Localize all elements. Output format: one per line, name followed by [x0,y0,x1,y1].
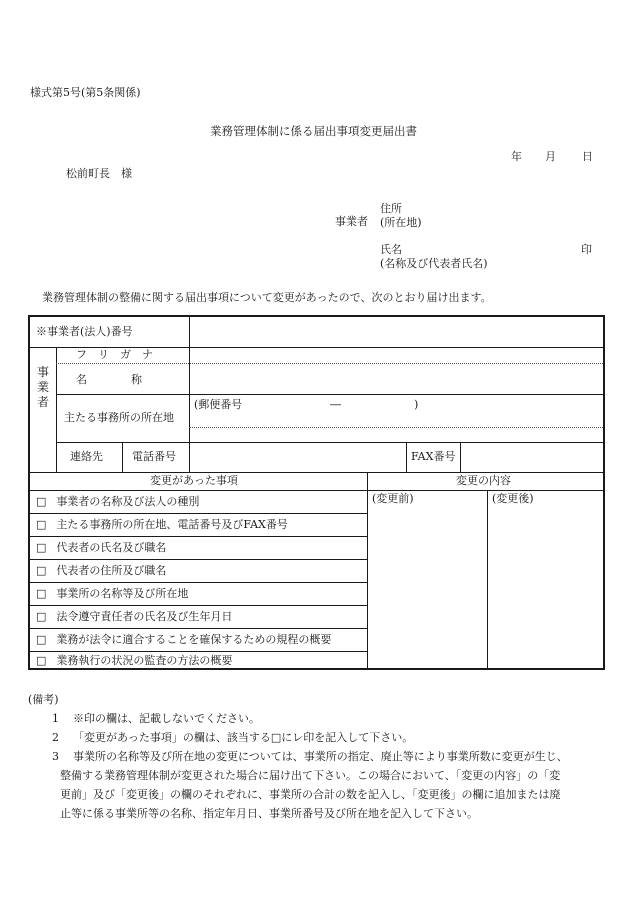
changed-items-header: 変更があった事項 [150,474,238,487]
change-item-4[interactable]: □ 代表者の住所及び職名 [36,564,167,577]
address-sub-label: (所在地) [380,216,422,229]
postal-code-label: (郵便番号 [194,398,243,411]
change-item-5[interactable]: □ 事業所の名称等及び所在地 [36,587,189,600]
postal-close: ) [414,398,419,411]
change-item-7[interactable]: □ 業務が法令に適合することを確保するための規程の概要 [36,633,332,646]
intro-text: 業務管理体制の整備に関する届出事項について変更があったので、次のとおり届け出ます。 [42,291,492,304]
date-day-label: 日 [582,150,593,163]
note-item-3-line-4: 止等に係る事業所等の名称、指定年月日、事業所番号及び所在地を記入して下さい。 [60,807,478,820]
document-title: 業務管理体制に係る届出事項変更届出書 [210,124,417,138]
company-name-label: 名 称 [76,373,142,386]
change-item-6[interactable]: □ 法令遵守責任者の氏名及び生年月日 [36,610,233,623]
furigana-label: フ リ ガ ナ [76,348,153,361]
fax-label: FAX番号 [411,450,456,463]
applicant-label: 事業者 [335,215,368,228]
recipient-label: 松前町長 様 [66,167,132,180]
note-item-1: 1 ※印の欄は、記載しないでください。 [52,712,260,725]
contact-label: 連絡先 [70,450,103,463]
address-label: 住所 [380,202,402,215]
checkbox-icon[interactable]: □ [36,518,47,531]
main-office-label: 主たる事務所の所在地 [64,411,174,424]
form-table [28,315,605,670]
note-item-3: 3 事業所の名称等及び所在地の変更については、事業所の指定、廃止等により事業所数に変更が生じ、 [52,750,568,763]
checkbox-icon[interactable]: □ [36,654,47,667]
change-item-2[interactable]: □ 主たる事務所の所在地、電話番号及びFAX番号 [36,518,288,531]
checkbox-icon[interactable]: □ [36,633,47,646]
checkbox-icon[interactable]: □ [36,564,47,577]
form-number-label: 様式第5号(第5条関係) [30,86,141,99]
checkbox-icon[interactable]: □ [36,587,47,600]
corp-number-label: ※事業者(法人)番号 [36,325,133,338]
note-item-3-line-3: 更前」及び「変更後」の欄のそれぞれに、事業所の合計の数を記入し、「変更後」の欄に追加または廃 [60,788,561,801]
notes-title: (備考) [28,693,59,706]
postal-dash: ― [330,398,341,411]
note-item-3-line-2: 整備する業務管理体制が変更された場合に届け出て下さい。この場合において、「変更の内容」の「変 [60,769,561,782]
name-sub-label: (名称及び代表者氏名) [380,257,488,270]
applicant-side-label: 事 業 者 [36,365,49,409]
date-year-label: 年 [511,150,522,163]
change-item-1[interactable]: □ 事業者の名称及び法人の種別 [36,495,200,508]
seal-mark: 印 [581,243,592,256]
change-item-8[interactable]: □ 業務執行の状況の監査の方法の概要 [36,654,233,667]
note-item-2: 2 「変更があった事項」の欄は、該当する□にレ印を記入して下さい。 [52,731,414,744]
before-label: (変更前) [372,492,414,505]
after-label: (変更後) [492,492,534,505]
checkbox-icon[interactable]: □ [36,610,47,623]
change-content-header: 変更の内容 [456,474,511,487]
date-month-label: 月 [545,150,556,163]
checkbox-icon[interactable]: □ [36,541,47,554]
change-item-3[interactable]: □ 代表者の氏名及び職名 [36,541,167,554]
checkbox-icon[interactable]: □ [36,495,47,508]
phone-label: 電話番号 [132,450,176,463]
name-label: 氏名 [380,243,402,256]
